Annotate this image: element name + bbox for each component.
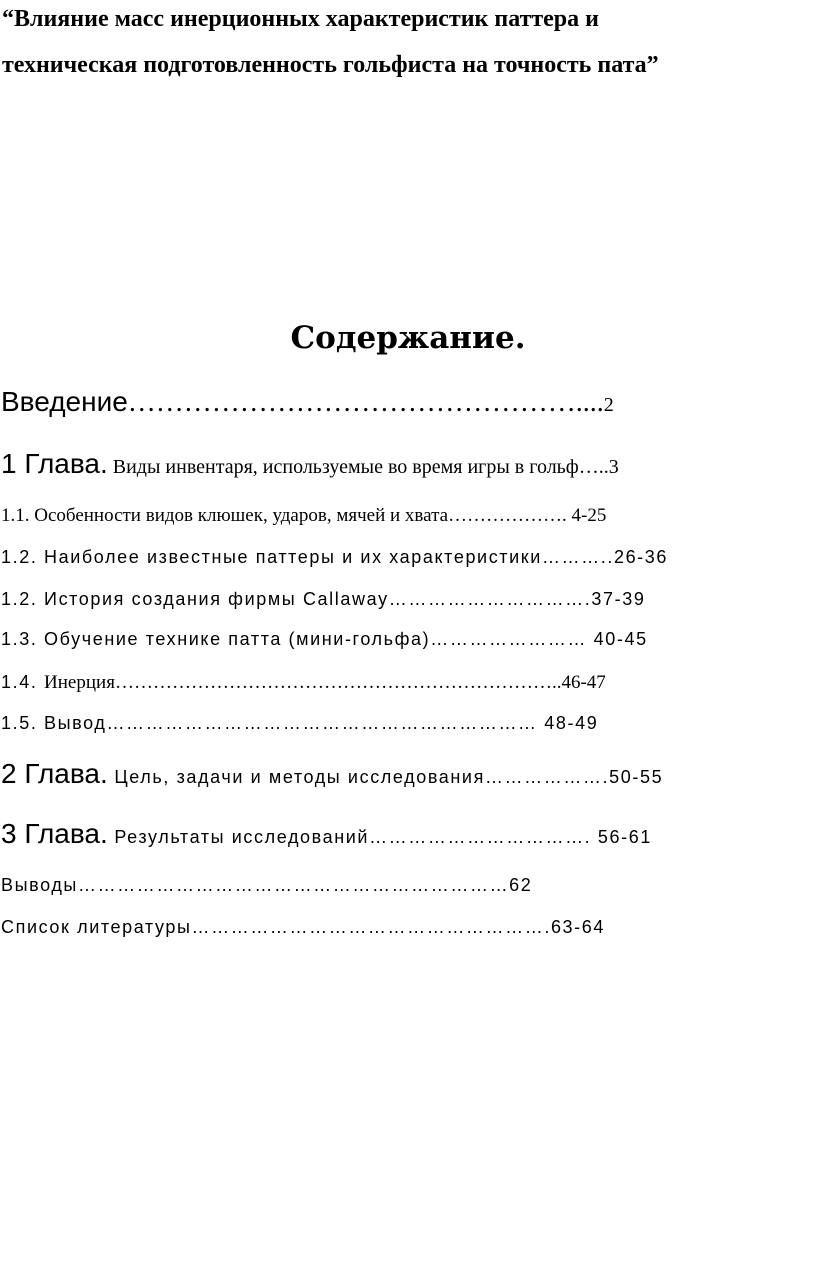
toc-entry-references [1, 918, 605, 937]
document-title-line-1: “Влияние масс инерционных характеристик паттера и [2, 6, 599, 32]
toc-entry-number: 1.4. [1, 672, 45, 692]
toc-entry-number: 1.1. [1, 505, 35, 526]
toc-entry-label: Цель, задачи и методы исследования [107, 767, 485, 787]
toc-entry-page: 3 [608, 456, 619, 478]
toc-entry-section-1-2b [1, 590, 645, 609]
toc-entry-label: Инерция [44, 672, 115, 693]
toc-entry-label: Результаты исследований [107, 827, 370, 847]
toc-entry-label: Вывод [44, 713, 107, 733]
toc-entry-dots: ……….. [541, 547, 614, 567]
toc-entry-dots: ….. [578, 456, 609, 478]
toc-entry-chapter-3 [1, 820, 652, 848]
toc-entry-section-1-1 [1, 506, 606, 525]
toc-entry-number: 1.5. [1, 713, 45, 733]
toc-entry-chapter-prefix: 2 Глава. [1, 758, 108, 789]
toc-entry-label: Особенности видов клюшек, ударов, мячей и хвата [34, 505, 449, 526]
toc-entry-label: Выводы [1, 875, 78, 895]
toc-entry-label: Обучение технике патта (мини-гольфа) [44, 629, 431, 649]
toc-entry-dots: …………………………. [388, 589, 592, 609]
toc-entry-dots: …………………………………………………………….. [114, 672, 562, 693]
toc-entry-page: 40-45 [593, 629, 648, 649]
toc-entry-label: Наиболее известные паттеры и их характеристики [44, 547, 542, 567]
toc-entry-chapter-1 [1, 450, 619, 478]
toc-entry-number: 1.2. [1, 547, 45, 567]
toc-entry-section-1-2a [1, 548, 668, 567]
toc-entry-chapter-prefix: 1 Глава. [1, 448, 108, 479]
toc-entry-label: Список литературы [1, 917, 192, 937]
toc-entry-chapter-prefix: 3 Глава. [1, 818, 108, 849]
toc-entry-page: 4-25 [571, 505, 607, 526]
toc-entry-page: 62 [509, 875, 533, 895]
toc-entry-label: Введение [1, 386, 128, 417]
toc-entry-label: История создания фирмы Callaway [44, 589, 389, 609]
toc-entry-dots: ………………. [484, 767, 610, 787]
toc-entry-dots: ………………………………………………………… [106, 713, 545, 733]
document-title-line-2: техническая подготовленность гольфиста на точность пата” [2, 52, 659, 78]
toc-heading: Содержание. [290, 320, 526, 356]
toc-entry-dots: ………………………………………………. [191, 917, 551, 937]
toc-entry-section-1-3 [1, 630, 648, 649]
toc-entry-number: 1.3. [1, 629, 45, 649]
toc-entry-conclusions [1, 876, 532, 895]
toc-entry-dots: ………………………………………………………… [77, 875, 510, 895]
toc-entry-dots: …………………… [430, 629, 594, 649]
toc-entry-page: 46-47 [561, 672, 606, 693]
toc-entry-page: 26-36 [613, 547, 668, 567]
toc-entry-number: 1.2. [1, 589, 45, 609]
toc-entry-page: 50-55 [609, 767, 664, 787]
toc-entry-page: 2 [603, 394, 614, 416]
toc-entry-dots: ………………………………………….... [127, 387, 604, 418]
toc-entry-dots: ……………………………. [369, 827, 598, 847]
toc-entry-page: 37-39 [591, 589, 646, 609]
toc-entry-page: 63-64 [550, 917, 605, 937]
toc-entry-introduction [1, 388, 614, 417]
toc-entry-section-1-5 [1, 714, 598, 733]
toc-entry-label: Виды инвентаря, используемые во время игры в гольф [107, 456, 579, 478]
toc-entry-chapter-2 [1, 760, 663, 788]
toc-entry-dots: ………………. [448, 505, 572, 526]
toc-entry-page: 48-49 [544, 713, 599, 733]
toc-entry-page: 56-61 [597, 827, 652, 847]
toc-entry-section-1-4 [1, 673, 606, 692]
